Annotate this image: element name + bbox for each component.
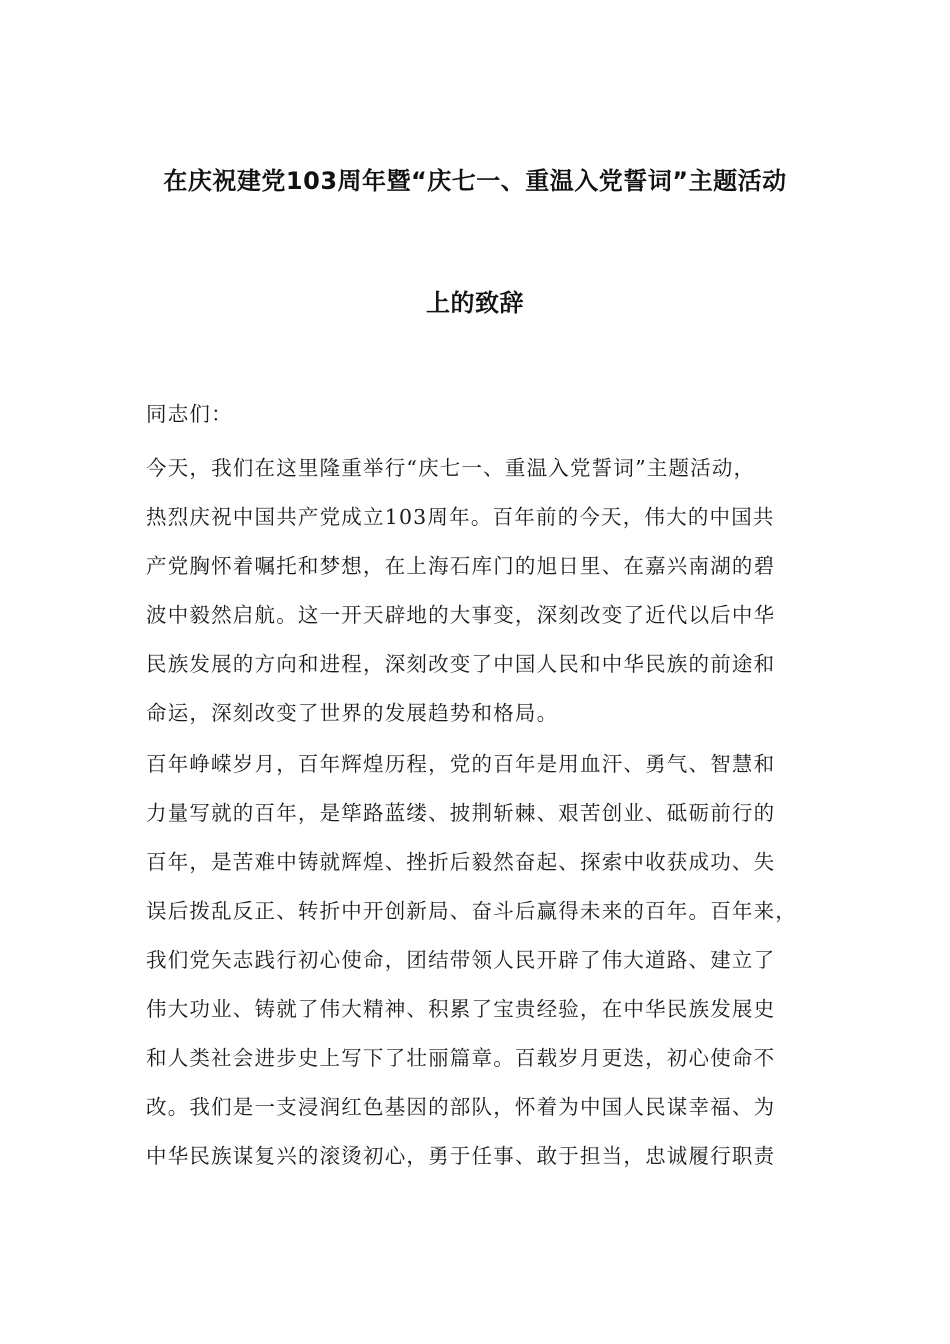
paragraph-line: 力量写就的百年，是筚路蓝缕、披荆斩棘、艰苦创业、砥砺前行的	[146, 801, 776, 825]
paragraph-line: 百年峥嵘岁月，百年辉煌历程，党的百年是用血汗、勇气、智慧和	[146, 752, 776, 776]
paragraph-line: 民族发展的方向和进程，深刻改变了中国人民和中华民族的前途和	[146, 652, 776, 676]
paragraph-line: 波中毅然启航。这一开天辟地的大事变，深刻改变了近代以后中华	[146, 603, 776, 627]
paragraph-line: 命运，深刻改变了世界的发展趋势和格局。	[146, 701, 559, 725]
paragraph-line: 热烈庆祝中国共产党成立103周年。百年前的今天，伟大的中国共	[146, 505, 775, 529]
paragraph-line: 和人类社会进步史上写下了壮丽篇章。百载岁月更迭，初心使命不	[146, 1046, 776, 1070]
paragraph-line: 改。我们是一支浸润红色基因的部队，怀着为中国人民谋幸福、为	[146, 1095, 776, 1119]
paragraph-line: 我们党矢志践行初心使命，团结带领人民开辟了伟大道路、建立了	[146, 948, 776, 972]
paragraph-line: 误后拨乱反正、转折中开创新局、奋斗后赢得未来的百年。百年来，	[146, 899, 797, 923]
paragraph-line: 今天，我们在这里隆重举行“庆七一、重温入党誓词”主题活动，	[146, 456, 756, 480]
paragraph-line: 百年，是苦难中铸就辉煌、挫折后毅然奋起、探索中收获成功、失	[146, 850, 776, 874]
document-title-line-1: 在庆祝建党103周年暨“庆七一、重温入党誓词”主题活动	[163, 167, 787, 195]
document-title-line-2: 上的致辞	[426, 289, 524, 317]
paragraph-line: 伟大功业、铸就了伟大精神、积累了宝贵经验，在中华民族发展史	[146, 997, 776, 1021]
paragraph-line: 产党胸怀着嘱托和梦想，在上海石库门的旭日里、在嘉兴南湖的碧	[146, 554, 776, 578]
paragraph-line: 中华民族谋复兴的滚烫初心，勇于任事、敢于担当，忠诚履行职责	[146, 1144, 776, 1168]
salutation: 同志们：	[146, 402, 233, 426]
